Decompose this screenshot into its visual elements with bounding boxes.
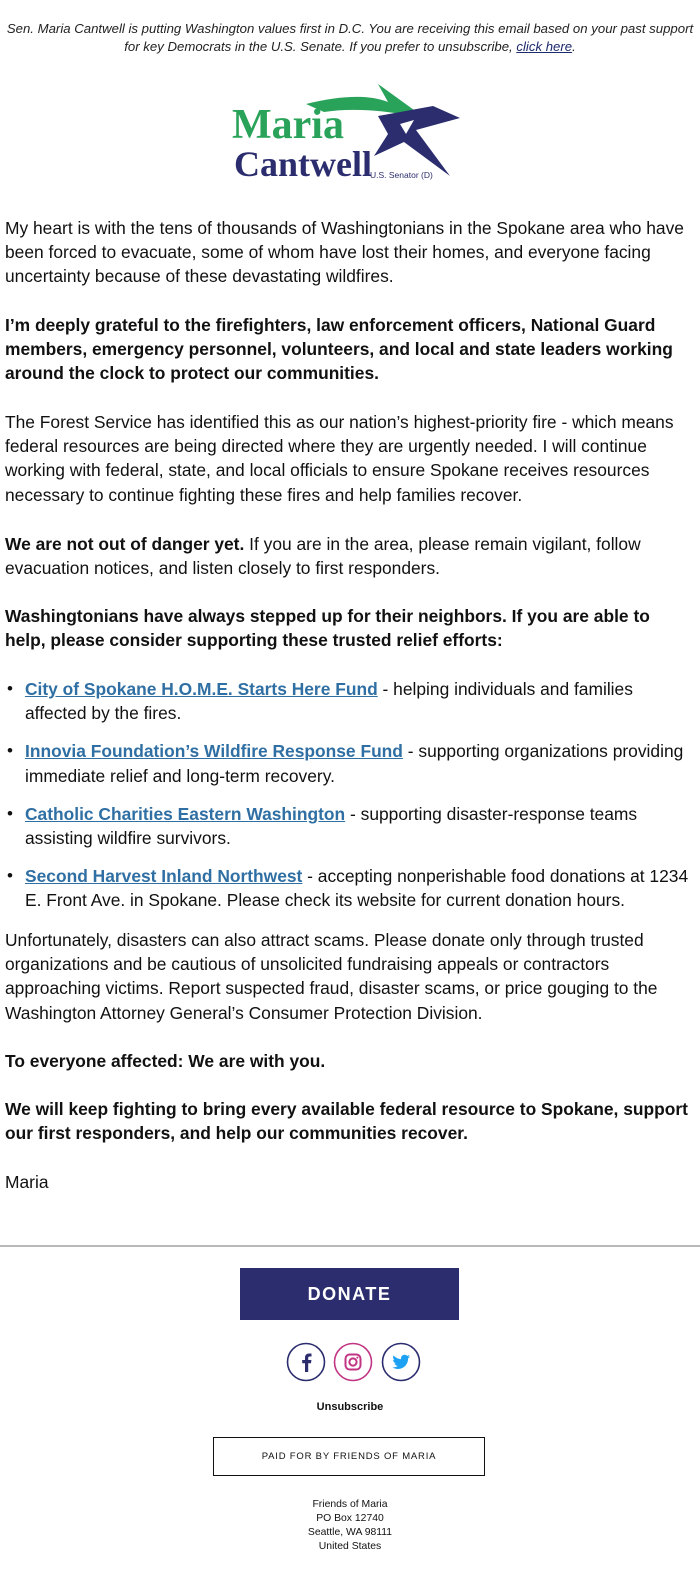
relief-link-catholic-charities[interactable]: Catholic Charities Eastern Washington	[25, 803, 346, 824]
paragraph-danger-rest: If you are in the area, please remain vigilant, follow evacuation notices, and listen closely to first responders.	[5, 534, 641, 579]
relief-efforts-list	[5, 677, 695, 927]
relief-desc: - supporting organizations providing immediate relief and long-term recovery.	[25, 741, 684, 786]
maria-cantwell-logo	[228, 80, 476, 186]
logo-star-navy	[374, 106, 460, 176]
paragraph-grateful-text: I’m deeply grateful to the firefighters, law enforcement officers, National Guard members, emergency personnel, volunteers, and local and state leaders working around the clock to protect our communities.	[5, 315, 673, 384]
address-line: Seattle, WA 98111	[307, 1527, 393, 1538]
twitter-icon[interactable]	[381, 1342, 421, 1382]
logo-name-first: Maria	[232, 102, 344, 148]
address-line: United States	[318, 1541, 382, 1552]
paragraph-danger	[5, 532, 693, 580]
relief-desc: - accepting nonperishable food donations at 1234 E. Front Ave. in Spokane. Please check its website for current donation hours.	[25, 866, 689, 911]
paragraph-danger-bold: We are not out of danger yet.	[5, 534, 245, 554]
list-item: • Second Harvest Inland Northwest - accepting nonperishable food donations at 1234 E. Front Ave. in Spokane. Please check its website for current donation hours.	[7, 866, 689, 911]
paragraph-keep-fighting-text: We will keep fighting to bring every available federal resource to Spokane, support our first responders, and help our communities recover.	[5, 1099, 688, 1144]
paragraph-heart: My heart is with the tens of thousands of Washingtonians in the Spokane area who have been forced to evacuate, some of whom have lost their homes, and everyone facing uncertainty because of these devastating wildfires.	[5, 218, 684, 287]
paragraph-keep-fighting	[5, 1097, 693, 1145]
preheader	[0, 20, 700, 56]
relief-link-second-harvest[interactable]: Second Harvest Inland Northwest	[25, 866, 303, 887]
relief-link-spokane-home[interactable]: City of Spokane H.O.M.E. Starts Here Fund	[25, 679, 378, 699]
address-line: PO Box 12740	[316, 1513, 384, 1524]
paragraph-forest-service: The Forest Service has identified this as our nation’s highest-priority fire - which means federal resources are being directed where they are urgently needed. I will continue working with federal, state, and local officials to ensure Spokane receives resources necessary to continue fighting these fires and help families recover.	[5, 412, 674, 505]
instagram-icon[interactable]	[333, 1342, 373, 1382]
signature: Maria	[5, 1172, 49, 1192]
paragraph-scams: Unfortunately, disasters can also attract scams. Please donate only through trusted organizations and be cautious of unsolicited fundraising appeals or contractors approaching victims. Report suspected fraud, disaster scams, or price gouging to the Washington Attorney General’s Consumer Protection Division.	[5, 930, 658, 1023]
list-item: • Innovia Foundation’s Wildfire Response Fund - supporting organizations providing immediate relief and long-term recovery.	[7, 741, 684, 786]
logo-name-last: Cantwell	[234, 144, 372, 184]
paragraph-with-you-text: To everyone affected: We are with you.	[5, 1051, 326, 1071]
list-item: • City of Spokane H.O.M.E. Starts Here Fund - helping individuals and families affected by the fires.	[7, 679, 633, 724]
footer-divider	[0, 1245, 700, 1247]
paragraph-help-intro-text: Washingtonians have always stepped up for their neighbors. If you are able to help, please consider supporting these trusted relief efforts:	[5, 606, 650, 651]
address-line: Friends of Maria	[312, 1499, 388, 1510]
preheader-text: Sen. Maria Cantwell is putting Washington values first in D.C. You are receiving this email based on your past support for key Democrats in the U.S. Senate. If you prefer to unsubscribe,	[6, 21, 694, 54]
preheader-end: .	[572, 39, 576, 54]
relief-desc: - supporting disaster-response teams assisting wildfire survivors.	[25, 803, 638, 849]
logo-subtitle: U.S. Senator (D)	[370, 170, 433, 180]
donate-button[interactable]: DONATE	[240, 1268, 459, 1320]
paragraph-help-intro	[5, 604, 693, 652]
paragraph-with-you	[5, 1049, 693, 1073]
footer-unsubscribe-link[interactable]: Unsubscribe	[316, 1401, 384, 1413]
relief-desc: - helping individuals and families affected by the fires.	[25, 679, 633, 724]
mailing-address	[0, 1498, 700, 1554]
list-item: • Catholic Charities Eastern Washington - supporting disaster-response teams assisting wildfire survivors.	[7, 803, 638, 849]
paid-for-disclaimer: PAID FOR BY FRIENDS OF MARIA	[213, 1437, 485, 1476]
preheader-unsubscribe-link[interactable]: click here	[516, 39, 573, 54]
facebook-icon[interactable]	[286, 1342, 326, 1382]
relief-link-innovia[interactable]: Innovia Foundation’s Wildfire Response Fund	[25, 741, 403, 762]
paragraph-grateful	[5, 313, 693, 386]
